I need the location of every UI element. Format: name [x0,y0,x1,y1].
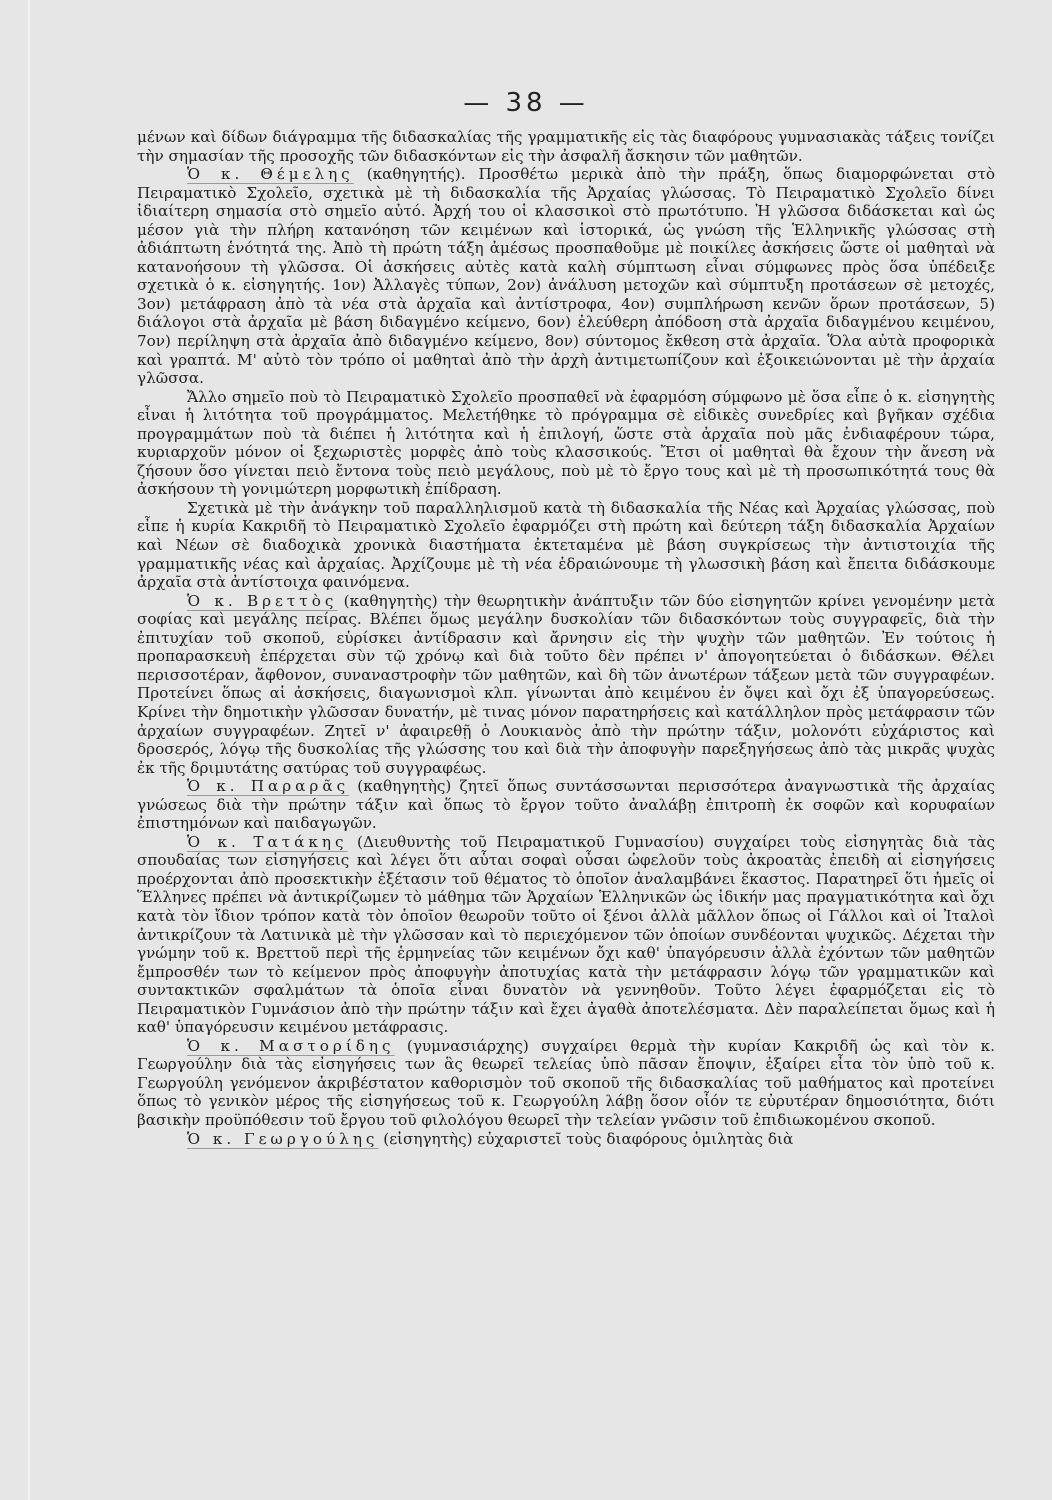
paragraph-text: (Διευθυντὴς τοῦ Πειραματικοῦ Γυμνασίου) συγχαίρει τοὺς εἰσηγητὰς διὰ τὰς σπουδαίας των εἰσηγήσεις καὶ λέγει ὅτι αὗται σοφαὶ οὖσαι ὠφελοῦν τοὺς ἀκροατὰς ἐπειδὴ αἱ εἰσηγήσεις προέρχονται ἀπὸ προσεκτικὴν ἐξέτασιν τοῦ θέματος τὸ ὁποῖον ἀναλαμβάνει ἕκαστος. Παρατηρεῖ ὅτι ἡμεῖς οἱ Ἕλληνες πρέπει νὰ ἀντικρίζωμεν τὸ μάθημα τῶν Ἀρχαίων Ἑλληνικῶν ὡς ἰδικήν μας πραγματικότητα καὶ ὄχι κατὰ τὸν ἴδιον τρόπον κατὰ τὸν ὁποῖον θεωροῦν τοῦτο οἱ ξένοι ἀλλὰ μᾶλλον ὅπως οἱ Γάλλοι καὶ οἱ Ἰταλοὶ ἀντικρίζουν τὰ Λατινικὰ μὲ τὴν γλῶσσαν καὶ τὸ περιεχόμενον τῶν ὁποίων συνδέονται ψυχικῶς. Δέχεται τὴν γνώμην τοῦ κ. Βρεττοῦ περὶ τῆς ἑρμηνείας τῶν κειμένων ὄχι καθ' ὑπαγόρευσιν ἀλλὰ ἐχόντων τῶν μαθητῶν ἔμπροσθέν των τὸ κείμενον πρὸς ἀποφυγὴν ἀποτυχίας κατὰ τὴν μετάφρασιν λόγῳ τῶν γραμματικῶν καὶ συντακτικῶν σφαλμάτων τὰ ὁποῖα εἶναι δυνατὸν νὰ γεννηθοῦν. Τοῦτο λέγει ἐφαρμόζεται εἰς τὸ Πειραματικὸν Γυμνάσιον ἀπὸ τὴν πρώτην τάξιν καὶ ἔχει ἀγαθὰ ἀποτελέσματα. Δὲν παραλείπεται ὅμως καὶ ἡ καθ' ὑπαγόρευσιν κειμένου μετάφρασις. [137,832,995,1037]
speaker-name: Ὁ κ. Τατάκης [187,832,348,851]
paragraph-text: (εἰσηγητὴς) εὐχαριστεῖ τοὺς διαφόρους ὁμιλητὰς διὰ [378,1129,794,1148]
page-edge [28,0,30,1500]
paragraph-georgoulis [137,1130,995,1149]
speaker-name: Ὁ κ. Γεωργούλης [187,1129,379,1148]
paragraph-text: (καθηγητὴς) ζητεῖ ὅπως συντάσσωνται περισσότερα ἀναγνωστικὰ τῆς ἀρχαίας γνώσεως διὰ τὴν πρώτην τάξιν καὶ ὅπως τὸ ἔργον τοῦτο ἀναλάβῃ ἐπιτροπὴ ἐκ σοφῶν καὶ κορυφαίων ἐπιστημόνων καὶ παιδαγωγῶν. [137,777,995,833]
paragraph-text: (καθηγητὴς) τὴν θεωρητικὴν ἀνάπτυξιν τῶν δύο εἰσηγητῶν κρίνει γενομένην μετὰ σοφίας καὶ μεγάλης πείρας. Βλέπει ὅμως μεγάλην δυσκολίαν τῶν διδασκόντων τοὺς συγγραφεῖς, διὰ τὴν ἐπιτυχίαν τοῦ σκοποῦ, εὑρίσκει ἀντίδρασιν καὶ ἄρνησιν εἰς τὴν ψυχὴν τῶν μαθητῶν. Ἐν τούτοις ἡ προπαρασκευὴ ἐπέρχεται σὺν τῷ χρόνῳ καὶ διὰ τοῦτο δὲν πρέπει ν' ἀπογοητεύεται ὁ διδάσκων. Θέλει περισσοτέραν, ἄφθονον, συναναστροφὴν τῶν μαθητῶν, καὶ δὴ τῶν ἀνωτέρων τάξεων μετὰ τῶν συγγραφέων. Προτείνει ὅπως αἱ ἀσκήσεις, διαγωνισμοὶ κλπ. γίνωνται ἀπὸ κειμένου ἐν ὄψει καὶ ὄχι ἐξ ὑπαγορεύσεως. Κρίνει τὴν δημοτικὴν γλῶσσαν δυνατήν, μὲ τινας μόνον παρατηρήσεις καὶ κατάλληλον πρὸς μετάφρασιν τῶν ἀρχαίων συγγραφέων. Ζητεῖ ν' ἀφαιρεθῇ ὁ Λουκιανὸς ἀπὸ τὴν πρώτην τάξιν, μολονότι εὐχάριστος καὶ δροσερός, λόγῳ τῆς δυσκολίας τῆς γλώσσης του καὶ διὰ τὴν ἀποφυγὴν παρεξηγήσεως ἀπὸ τὰς μικρᾶς ψυχὰς ἐκ τῆς δριμυτάτης σατύρας τοῦ συγγραφέως. [137,591,995,777]
speaker-name: Ὁ κ. Παραρᾶς [187,777,350,796]
page-number: — 38 — [463,88,589,118]
speaker-name: Ὁ κ. Βρεττὸς [187,591,338,610]
paragraph-themelis [137,165,995,388]
paragraph-text: Ἄλλο σημεῖο ποὺ τὸ Πειραματικὸ Σχολεῖο προσπαθεῖ νὰ ἐφαρμόση σύμφωνο μὲ ὅσα εἶπε ὁ κ. εἰσηγητὴς εἶναι ἡ λιτότητα τοῦ προγράμματος. Μελετήθηκε τὸ πρόγραμμα σὲ εἰδικὲς συνεδρίες καὶ βγῆκαν σχέδια προγραμμάτων ποὺ τὰ διέπει ἡ λιτότητα καὶ ἡ ἐπιλογή, ὥστε στὰ ἀρχαῖα ποὺ μᾶς ἐνδιαφέρουν τώρα, κυριαρχοῦν μόνον οἱ ξεχωριστὲς μορφὲς ἀπὸ τοὺς κλασσικούς. Ἔτσι οἱ μαθηταὶ θὰ ἔχουν τὴν ἄνεση νὰ ζήσουν ὅσο γίνεται πειὸ ἔντονα τοὺς πειὸ μεγάλους, ποὺ μὲ τὸ ἔργο τους καὶ μὲ τὴ προσωπικότητά τους θὰ ἀσκήσουν τὴ γονιμώτερη μορφωτικὴ ἐπίδραση. [137,387,995,499]
paragraph-text: (καθηγητής). Προσθέτω μερικὰ ἀπὸ τὴν πράξη, ὅπως διαμορφώνεται στὸ Πειραματικὸ Σχολεῖο, σχετικὰ μὲ τὴ διδασκαλία τῆς Ἀρχαίας γλώσσας. Τὸ Πειραματικὸ Σχολεῖο δίνει ἰδιαίτερη σημασία στὸ σημεῖο αὐτό. Ἀρχή του οἱ κλασσικοὶ στὸ πρωτότυπο. Ἡ γλῶσσα διδάσκεται καὶ ὡς μέσον γιὰ τὴν πλήρη κατανόηση τῶν κειμένων καὶ ἱστορικά, ὡς γνώση τῆς Ἑλληνικῆς γλώσσας στὴ ἀδιάπτωτη ἑνότητά της. Ἀπὸ τὴ πρώτη τάξη ἀμέσως προσπαθοῦμε μὲ ποικίλες ἀσκήσεις ὥστε οἱ μαθηταὶ νὰ κατανοήσουν τὴ γλῶσσα. Οἱ ἀσκήσεις αὐτὲς κατὰ καλὴ σύμπτωση εἶναι σύμφωνες πρὸς ὅσα ὑπέδειξε σχετικὰ ὁ κ. εἰσηγητής. 1ον) Ἀλλαγὲς τύπων, 2ον) ἀνάλυση μετοχῶν καὶ σύμπτυξη προτάσεων σὲ μετοχές, 3ον) μετάφραση ἀπὸ τὰ νέα στὰ ἀρχαῖα καὶ ἀντίστροφα, 4ον) συμπλήρωση κενῶν ὅρων προτάσεων, 5) διάλογοι στὰ ἀρχαῖα μὲ βάση διδαγμένο κείμενο, 6ον) ἐλεύθερη ἀπόδοση στὰ ἀρχαῖα διδαγμένου κειμένου, 7ον) περίληψη στὰ ἀρχαῖα ἀπὸ διδαγμένο κείμενο, 8ον) σύντομος ἔκθεση στὰ ἀρχαῖα. Ὅλα αὐτὰ προφορικὰ καὶ γραπτά. Μ' αὐτὸ τὸν τρόπο οἱ μαθηταὶ ἀπὸ τὴν ἀρχὴ ἀντιμετωπίζουν καὶ ἐξοικειώνονται μὲ τὴν ἀρχαία γλῶσσα. [137,165,995,388]
speaker-name: Ὁ κ. Θέμελης [187,165,354,184]
paragraph-1 [137,128,995,165]
paragraph-tatakis [137,833,995,1037]
speaker-name: Ὁ κ. Μαστορίδης [187,1036,395,1055]
paragraph-text: Σχετικὰ μὲ τὴν ἀνάγκην τοῦ παραλληλισμοῦ κατὰ τὴ διδασκαλία τῆς Νέας καὶ Ἀρχαίας γλώσσας, ποὺ εἶπε ἡ κυρία Κακριδῆ τὸ Πειραματικὸ Σχολεῖο ἐφαρμόζει στὴ πρώτη καὶ δεύτερη τάξη διδασκαλία Ἀρχαίων καὶ Νέων σὲ διαδοχικὰ χρονικὰ διαστήματα ἐκτεταμένα μὲ βάση συγκρίσεως τὴν ἀντιστοιχία τῆς γραμματικῆς νέας καὶ ἀρχαίας. Ἀρχίζουμε μὲ τὴ νέα ἑδραιώνουμε τὴ γλωσσικὴ βάση καὶ ἔπειτα διδάσκουμε ἀρχαῖα στὰ ἀντίστοιχα φαινόμενα. [137,498,995,592]
paragraph-pararas [137,777,995,833]
paragraph-4 [137,499,995,592]
paragraph-text: (γυμνασιάρχης) συγχαίρει θερμὰ τὴν κυρίαν Κακριδῆ ὡς καὶ τὸν κ. Γεωργούλην διὰ τὰς εἰσηγήσεις των ἃς θεωρεῖ τελείας ὑπὸ πᾶσαν ἔποψιν, ἐξαίρει εἶτα τὸν ὑπὸ τοῦ κ. Γεωργούλη γενόμενον ἀκριβέστατον καθορισμὸν τοῦ σκοποῦ τῆς διδασκαλίας τοῦ μαθήματος καὶ προτείνει ὅπως τὸ γενικὸν μέρος τῆς εἰσηγήσεως τοῦ κ. Γεωργούλη λάβῃ ὅσον οἷόν τε εὐρυτέραν δημοσιότητα, διότι βασικὴν προϋπόθεσιν τοῦ ἔργου τοῦ φιλολόγου θεωρεῖ τὴν τελείαν γνῶσιν τοῦ ἐπιδιωκομένου σκοποῦ. [137,1036,995,1129]
paragraph-1-text: μένων καὶ δίδων διάγραμμα τῆς διδασκαλίας τῆς γραμματικῆς εἰς τὰς διαφόρους γυμνασιακὰς τάξεις τονίζει τὴν σημασίαν τῆς προσοχῆς τῶν διδασκόντων εἰς τὴν ἀσφαλῆ ἄσκησιν τῶν μαθητῶν. [137,128,995,165]
document-body [137,128,995,1148]
paragraph-mastoridis [137,1037,995,1130]
paragraph-brettos [137,592,995,777]
paragraph-3 [137,388,995,499]
